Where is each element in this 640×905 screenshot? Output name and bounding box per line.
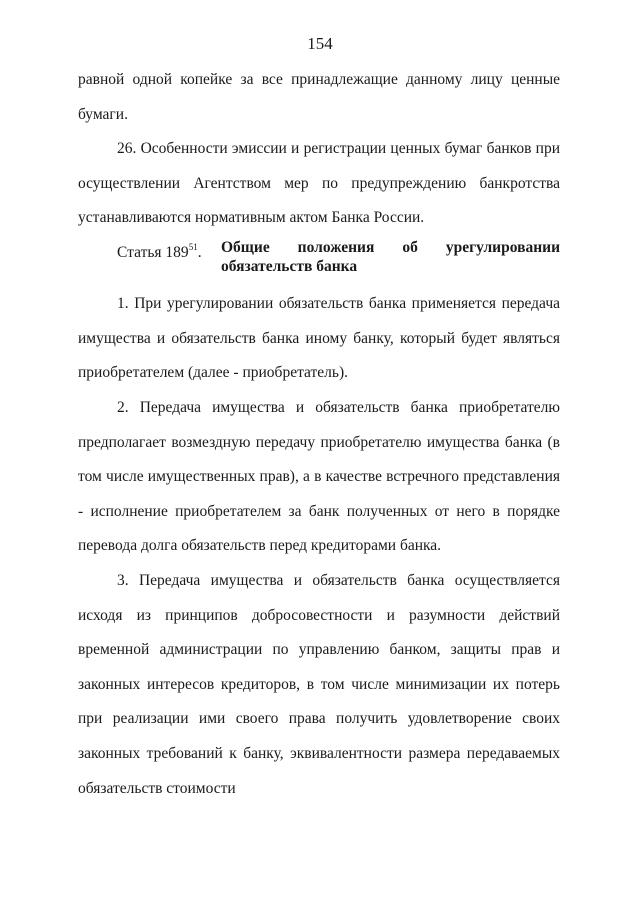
- article-label: Статья $189^{51}$.: [117, 242, 202, 261]
- article-title: Общие положения об урегулировании обязательств банка: [221, 239, 560, 275]
- paragraph-continuation: равной одной копейке за все принадлежащие данному лицу ценные бумаги.: [78, 71, 560, 123]
- paragraph-item-2: 2. Передача имущества и обязательств банка приобретателю предполагает возмездную передачу приобретателю имущества банка (в том числе имущественных прав), а в качестве встречного представления - исполнение приобретателем за банк полученных от него в порядке перевода долга обязательств перед кредиторами банка.: [78, 399, 560, 555]
- article-number-superscript: 51: [188, 242, 198, 252]
- paragraph-item-26: 26. Особенности эмиссии и регистрации ценных бумаг банков при осуществлении Агентством мер по предупреждению банкротства устанавливаются нормативным актом Банка России.: [78, 140, 560, 227]
- article-heading: [117, 238, 560, 276]
- paragraph-item-1: 1. При урегулировании обязательств банка применяется передача имущества и обязательств банка иному банку, который будет являться приобретателем (далее - приобретатель).: [78, 295, 560, 382]
- paragraph-item-3: 3. Передача имущества и обязательств банка осуществляется исходя из принципов добросовестности и разумности действий временной администрации по управлению банком, защиты прав и законных интересов кредиторов, в том числе минимизации их потерь при реализации ими своего права получить удовлетворение своих законных требований к банку, эквивалентности размера передаваемых обязательств стоимости: [78, 572, 560, 797]
- page-number: 154: [307, 34, 333, 53]
